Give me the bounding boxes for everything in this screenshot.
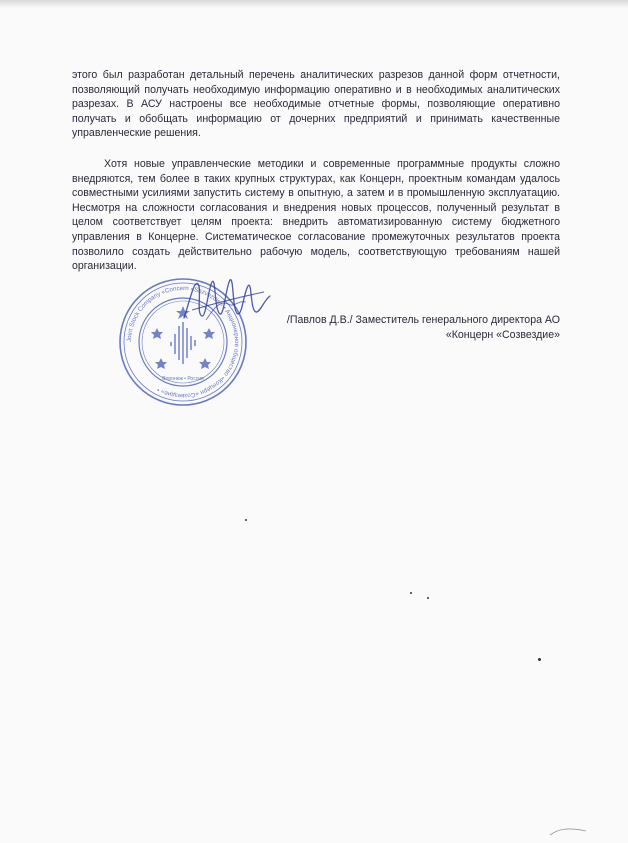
- scan-speck: [410, 592, 412, 594]
- scan-speck: [427, 597, 429, 599]
- seal-ring-text: Joint Stock Company «Concern «Sozvezdie» • Акционерное общество «Концерн «Созвездие» •: [125, 284, 241, 400]
- scan-top-edge: [0, 0, 628, 8]
- paragraph-text: этого был разработан детальный перечень аналитических разрезов данной форм отчетности, позволяющий получать необходимую информацию оперативно и в необходимых аналитических разрезах. В АСУ настроены все необходимые отчетные формы, позволяющие оперативно получать и обобщать информацию от дочерних предприятий и принимать качественные управленческие решения.: [72, 69, 560, 140]
- body-paragraph-2: [72, 157, 560, 274]
- scan-speck: [538, 658, 541, 661]
- seal-inner-text: Воронеж • Россия: [162, 376, 204, 382]
- handwritten-signature: [176, 270, 276, 330]
- signatory-name-title: /Павлов Д.В./ Заместитель генерального директора АО: [286, 314, 560, 326]
- scan-artifact: [548, 825, 588, 837]
- scan-speck: [245, 519, 247, 521]
- paragraph-text: Хотя новые управленческие методики и современные программные продукты сложно внедряются, тем более в таких крупных структурах, как Концерн, проектным командам удалось совместными усилиями запустить систему в опытную, а затем и в промышленную эксплуатацию. Несмотря на сложности согласования и внедрения новых процессов, полученный результат в целом соответствует целям проекта: внедрить автоматизированную систему бюджетного управления в Концерне. Систематическое согласование промежуточных результатов проекта позволило создать действительно рабочую модель, соответствующую требованиям нашей организации.: [72, 158, 560, 273]
- body-paragraph-1: [72, 68, 560, 141]
- signatory-organization: «Концерн «Созвездие»: [445, 329, 560, 341]
- signatory-block: [287, 313, 560, 343]
